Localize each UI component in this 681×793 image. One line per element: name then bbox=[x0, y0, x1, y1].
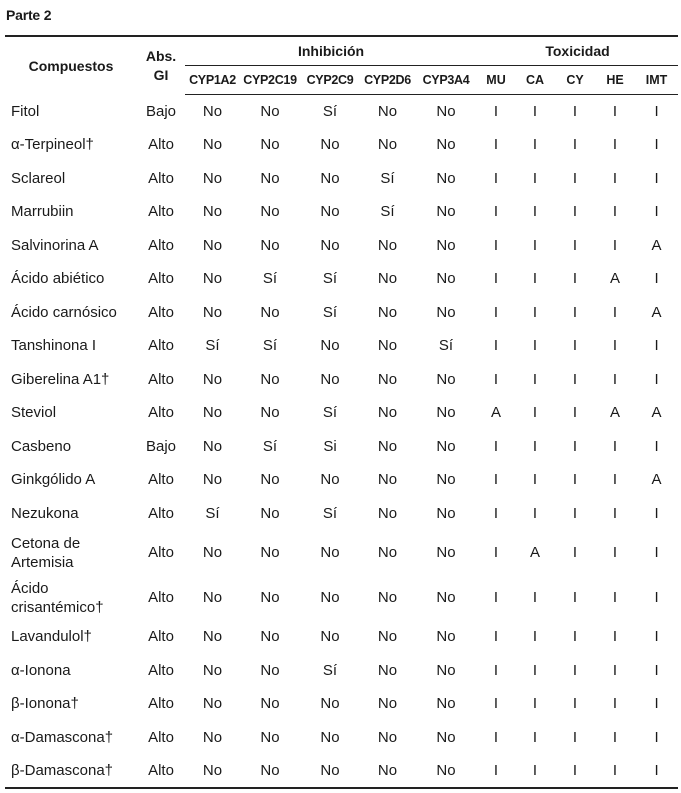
toxicity-value: A bbox=[530, 544, 541, 561]
part-title: Parte 2 bbox=[6, 7, 52, 23]
inhibition-value: No bbox=[377, 628, 398, 646]
inhibition-value: No bbox=[320, 695, 340, 713]
compound-name: Steviol bbox=[11, 404, 57, 422]
inhibition-value: Sí bbox=[262, 437, 278, 455]
table-row bbox=[5, 296, 678, 330]
toxicity-value: I bbox=[532, 236, 538, 254]
toxicity-value: I bbox=[532, 270, 538, 288]
inhibition-value: No bbox=[436, 471, 456, 489]
table-row bbox=[5, 654, 678, 688]
inhibition-value: No bbox=[300, 754, 360, 788]
inhibition-value: No bbox=[260, 169, 280, 187]
toxicity-value: I bbox=[612, 370, 618, 388]
inhibition-value: No bbox=[436, 270, 456, 288]
inhibition-value: Sí bbox=[262, 270, 278, 288]
toxicity-value: I bbox=[612, 504, 618, 522]
toxicity-value: I bbox=[612, 695, 618, 713]
toxicity-value: I bbox=[572, 661, 578, 679]
toxicity-value: I bbox=[612, 628, 618, 646]
toxicity-value: I bbox=[572, 203, 578, 221]
inhibition-value: No bbox=[202, 404, 223, 422]
inhibition-value: No bbox=[202, 661, 223, 679]
header-toxicity-col: CA bbox=[515, 66, 555, 95]
header-toxicity-col: MU bbox=[477, 66, 515, 95]
inhibition-value: No bbox=[202, 544, 223, 561]
abs-gi-value: Alto bbox=[148, 203, 174, 221]
inhibition-value: Sí bbox=[380, 169, 395, 187]
toxicity-value: I bbox=[493, 236, 499, 254]
compound-name: β-Ionona† bbox=[11, 695, 79, 713]
toxicity-value: I bbox=[572, 103, 578, 120]
inhibition-value: No bbox=[436, 404, 456, 422]
toxicity-value: A bbox=[491, 404, 502, 422]
inhibition-value: Sí bbox=[380, 203, 395, 221]
inhibition-value: No bbox=[377, 504, 398, 522]
abs-gi-value: Alto bbox=[148, 695, 174, 713]
inhibition-value: No bbox=[436, 303, 456, 321]
toxicity-value: I bbox=[493, 370, 499, 388]
inhibition-value: Sí bbox=[322, 504, 338, 522]
table-row bbox=[5, 687, 678, 721]
toxicity-value: I bbox=[654, 136, 659, 154]
inhibition-value: No bbox=[436, 236, 456, 254]
table-row bbox=[5, 620, 678, 654]
inhibition-value: No bbox=[377, 471, 398, 489]
abs-gi-value: Bajo bbox=[145, 437, 177, 455]
toxicity-value: I bbox=[654, 169, 659, 187]
inhibition-value: No bbox=[377, 589, 398, 606]
abs-gi-value: Alto bbox=[148, 404, 174, 422]
inhibition-value: Sí bbox=[322, 661, 338, 679]
inhibition-value: No bbox=[202, 270, 223, 288]
table-row bbox=[5, 530, 678, 575]
toxicity-value: I bbox=[612, 437, 618, 455]
header-compound: Compuestos bbox=[5, 36, 137, 95]
compound-name: Lavandulol† bbox=[11, 628, 92, 646]
toxicity-value: I bbox=[612, 236, 618, 254]
compound-name: Fitol bbox=[11, 102, 40, 120]
compound-name: Ácido carnósico bbox=[11, 303, 117, 321]
toxicity-value: I bbox=[572, 370, 578, 388]
toxicity-value: I bbox=[572, 471, 578, 489]
abs-gi-value: Alto bbox=[148, 303, 174, 321]
toxicity-value: I bbox=[572, 404, 578, 422]
inhibition-value: No bbox=[320, 589, 340, 606]
inhibition-value: No bbox=[436, 169, 456, 187]
inhibition-value: No bbox=[202, 589, 223, 606]
inhibition-value: No bbox=[436, 628, 456, 646]
inhibition-value: No bbox=[202, 303, 223, 321]
inhibition-value: No bbox=[320, 337, 340, 355]
inhibition-value: No bbox=[436, 589, 456, 606]
inhibition-value: No bbox=[436, 695, 456, 713]
toxicity-value: I bbox=[493, 270, 499, 288]
inhibition-value: No bbox=[260, 695, 280, 713]
compound-name: α-Terpineol† bbox=[11, 136, 94, 154]
inhibition-value: No bbox=[377, 370, 398, 388]
toxicity-value: I bbox=[572, 270, 578, 288]
inhibition-value: No bbox=[260, 589, 280, 606]
toxicity-value: I bbox=[595, 754, 635, 788]
inhibition-value: No bbox=[436, 203, 456, 221]
toxicity-value: I bbox=[612, 661, 618, 679]
inhibition-value: No bbox=[436, 370, 456, 388]
toxicity-value: I bbox=[654, 203, 659, 221]
inhibition-value: No bbox=[260, 203, 280, 221]
toxicity-value: I bbox=[572, 303, 578, 321]
inhibition-value: No bbox=[260, 236, 280, 254]
toxicity-value: I bbox=[612, 203, 618, 221]
inhibition-value: No bbox=[202, 728, 223, 746]
toxicity-value: A bbox=[651, 236, 662, 254]
toxicity-value: I bbox=[555, 754, 595, 788]
inhibition-value: No bbox=[320, 169, 340, 187]
table-row bbox=[5, 575, 678, 620]
inhibition-value: No bbox=[436, 544, 456, 561]
header-inhibition-col: CYP3A4 bbox=[415, 66, 477, 95]
inhibition-value: No bbox=[260, 728, 280, 746]
compound-name: Giberelina A1† bbox=[11, 370, 110, 388]
inhibition-value: No bbox=[377, 303, 398, 321]
abs-gi-value: Alto bbox=[148, 370, 174, 388]
toxicity-value: I bbox=[493, 471, 499, 489]
header-toxicity: Toxicidad bbox=[477, 36, 678, 66]
inhibition-value: No bbox=[260, 404, 280, 422]
toxicity-value: I bbox=[532, 589, 538, 606]
toxicity-value: I bbox=[532, 169, 538, 187]
inhibition-value: No bbox=[260, 544, 280, 561]
toxicity-value: I bbox=[654, 589, 659, 606]
table-row bbox=[5, 128, 678, 162]
inhibition-value: No bbox=[202, 203, 223, 221]
abs-gi-value: Alto bbox=[148, 504, 174, 522]
abs-gi-value: Alto bbox=[148, 136, 174, 154]
table-row bbox=[5, 463, 678, 497]
toxicity-value: I bbox=[532, 695, 538, 713]
toxicity-value: I bbox=[493, 504, 499, 522]
toxicity-value: I bbox=[493, 661, 499, 679]
toxicity-value: I bbox=[515, 754, 555, 788]
inhibition-value: No bbox=[320, 370, 340, 388]
table-row bbox=[5, 363, 678, 397]
inhibition-value: No bbox=[436, 136, 456, 154]
compound-name: Ácido crisantémico† bbox=[11, 579, 104, 616]
abs-gi-value: Alto bbox=[148, 628, 174, 646]
inhibition-value: No bbox=[377, 728, 398, 746]
toxicity-value: I bbox=[654, 437, 659, 455]
header-abs-gi: Abs. GI bbox=[137, 36, 185, 95]
compound-name: α-Damascona† bbox=[11, 728, 114, 746]
toxicity-value: I bbox=[493, 103, 499, 120]
toxicity-value: I bbox=[493, 589, 499, 606]
abs-gi-value: Alto bbox=[137, 754, 185, 788]
compound-name: Tanshinona I bbox=[11, 337, 97, 355]
inhibition-value: Sí bbox=[322, 103, 338, 120]
toxicity-value: A bbox=[651, 303, 662, 321]
toxicity-value: I bbox=[572, 504, 578, 522]
toxicity-value: I bbox=[654, 370, 659, 388]
inhibition-value: No bbox=[436, 661, 456, 679]
inhibition-value: No bbox=[260, 471, 280, 489]
toxicity-value: I bbox=[654, 103, 659, 120]
header-inhibition-col: CYP2C19 bbox=[240, 66, 300, 95]
inhibition-value: Si bbox=[323, 437, 337, 455]
toxicity-value: A bbox=[610, 270, 621, 288]
toxicity-value: I bbox=[612, 728, 618, 746]
abs-gi-value: Alto bbox=[148, 169, 174, 187]
admet-table bbox=[5, 35, 678, 789]
inhibition-value: No bbox=[436, 437, 456, 455]
toxicity-value: I bbox=[612, 303, 618, 321]
inhibition-value: Sí bbox=[205, 504, 220, 522]
inhibition-value: Sí bbox=[322, 404, 338, 422]
inhibition-value: Sí bbox=[262, 337, 278, 355]
inhibition-value: No bbox=[377, 437, 398, 455]
compound-name: β-Damascona† bbox=[5, 754, 137, 788]
toxicity-value: I bbox=[635, 754, 678, 788]
toxicity-value: I bbox=[612, 337, 618, 355]
inhibition-value: No bbox=[202, 628, 223, 646]
compound-name: Sclareol bbox=[11, 169, 66, 187]
toxicity-value: I bbox=[572, 337, 578, 355]
abs-gi-value: Alto bbox=[148, 236, 174, 254]
inhibition-value: No bbox=[185, 754, 240, 788]
inhibition-value: No bbox=[202, 103, 223, 120]
toxicity-value: I bbox=[532, 203, 538, 221]
inhibition-value: No bbox=[240, 754, 300, 788]
toxicity-value: I bbox=[572, 169, 578, 187]
toxicity-value: I bbox=[572, 236, 578, 254]
inhibition-value: No bbox=[377, 136, 398, 154]
toxicity-value: I bbox=[532, 370, 538, 388]
inhibition-value: No bbox=[202, 471, 223, 489]
toxicity-value: I bbox=[532, 728, 538, 746]
compound-name: α-Ionona bbox=[11, 661, 71, 679]
inhibition-value: No bbox=[320, 203, 340, 221]
compound-name: Nezukona bbox=[11, 504, 79, 522]
compound-name: Ácido abiético bbox=[11, 270, 105, 288]
inhibition-value: No bbox=[202, 695, 223, 713]
toxicity-value: I bbox=[572, 695, 578, 713]
toxicity-value: A bbox=[651, 404, 662, 422]
toxicity-value: I bbox=[612, 544, 618, 561]
toxicity-value: I bbox=[493, 437, 499, 455]
toxicity-value: I bbox=[654, 695, 659, 713]
toxicity-value: A bbox=[651, 471, 662, 489]
compound-name: Ginkgólido A bbox=[11, 471, 96, 489]
toxicity-value: I bbox=[612, 103, 618, 120]
inhibition-value: No bbox=[260, 103, 280, 120]
toxicity-value: I bbox=[572, 628, 578, 646]
toxicity-value: I bbox=[493, 544, 499, 561]
toxicity-value: I bbox=[654, 270, 659, 288]
table-body bbox=[5, 95, 678, 788]
table-row bbox=[5, 721, 678, 755]
inhibition-value: No bbox=[260, 628, 280, 646]
toxicity-value: I bbox=[493, 136, 499, 154]
inhibition-value: No bbox=[377, 661, 398, 679]
compound-name: Casbeno bbox=[11, 437, 72, 455]
table-row bbox=[5, 162, 678, 196]
abs-gi-value: Alto bbox=[148, 471, 174, 489]
toxicity-value: I bbox=[532, 136, 538, 154]
toxicity-value: I bbox=[572, 136, 578, 154]
toxicity-value: I bbox=[612, 471, 618, 489]
inhibition-value: No bbox=[415, 754, 477, 788]
toxicity-value: I bbox=[532, 628, 538, 646]
toxicity-value: I bbox=[493, 628, 499, 646]
inhibition-value: No bbox=[202, 236, 223, 254]
toxicity-value: I bbox=[532, 303, 538, 321]
toxicity-value: I bbox=[532, 337, 538, 355]
inhibition-value: No bbox=[202, 437, 223, 455]
table-row bbox=[5, 195, 678, 229]
inhibition-value: Sí bbox=[322, 270, 338, 288]
header-toxicity-col: CY bbox=[555, 66, 595, 95]
inhibition-value: No bbox=[260, 303, 280, 321]
abs-gi-value: Alto bbox=[148, 589, 174, 606]
toxicity-value: A bbox=[610, 404, 621, 422]
toxicity-value: I bbox=[493, 303, 499, 321]
inhibition-value: No bbox=[377, 544, 398, 561]
toxicity-value: I bbox=[612, 169, 618, 187]
inhibition-value: No bbox=[320, 136, 340, 154]
abs-gi-value: Bajo bbox=[145, 102, 177, 120]
toxicity-value: I bbox=[654, 544, 659, 561]
abs-gi-value: Alto bbox=[148, 728, 174, 746]
toxicity-value: I bbox=[572, 728, 578, 746]
table-row bbox=[5, 95, 678, 129]
toxicity-value: I bbox=[532, 404, 538, 422]
header-inhibition: Inhibición bbox=[185, 36, 477, 66]
toxicity-value: I bbox=[532, 103, 538, 120]
abs-gi-value: Alto bbox=[148, 661, 174, 679]
toxicity-value: I bbox=[612, 589, 618, 606]
abs-gi-value: Alto bbox=[148, 270, 174, 288]
inhibition-value: No bbox=[436, 728, 456, 746]
table-row bbox=[5, 329, 678, 363]
toxicity-value: I bbox=[493, 337, 499, 355]
toxicity-value: I bbox=[654, 661, 659, 679]
toxicity-value: I bbox=[493, 203, 499, 221]
inhibition-value: No bbox=[260, 661, 280, 679]
header-inhibition-col: CYP2C9 bbox=[300, 66, 360, 95]
inhibition-value: No bbox=[360, 754, 415, 788]
inhibition-value: No bbox=[377, 695, 398, 713]
inhibition-value: No bbox=[320, 628, 340, 646]
toxicity-value: I bbox=[532, 437, 538, 455]
inhibition-value: No bbox=[436, 103, 456, 120]
inhibition-value: Sí bbox=[205, 337, 220, 355]
table-row bbox=[5, 229, 678, 263]
inhibition-value: No bbox=[377, 103, 398, 120]
inhibition-value: Sí bbox=[322, 303, 338, 321]
inhibition-value: No bbox=[377, 236, 398, 254]
inhibition-value: No bbox=[260, 370, 280, 388]
toxicity-value: I bbox=[493, 169, 499, 187]
toxicity-value: I bbox=[612, 136, 618, 154]
inhibition-value: No bbox=[377, 404, 398, 422]
inhibition-value: No bbox=[260, 136, 280, 154]
inhibition-value: Sí bbox=[438, 337, 454, 355]
toxicity-value: I bbox=[572, 544, 578, 561]
header-inhibition-col: CYP2D6 bbox=[360, 66, 415, 95]
table-row bbox=[5, 497, 678, 531]
inhibition-value: No bbox=[320, 236, 340, 254]
inhibition-value: No bbox=[320, 471, 340, 489]
toxicity-value: I bbox=[493, 728, 499, 746]
toxicity-value: I bbox=[532, 471, 538, 489]
abs-gi-value: Alto bbox=[148, 337, 174, 355]
header-toxicity-col: HE bbox=[595, 66, 635, 95]
toxicity-value: I bbox=[654, 504, 659, 522]
table-row bbox=[5, 754, 678, 788]
inhibition-value: No bbox=[202, 169, 223, 187]
compound-name: Salvinorina A bbox=[11, 236, 99, 254]
inhibition-value: No bbox=[377, 270, 398, 288]
toxicity-value: I bbox=[572, 589, 578, 606]
table-row bbox=[5, 262, 678, 296]
inhibition-value: No bbox=[202, 136, 223, 154]
toxicity-value: I bbox=[532, 504, 538, 522]
toxicity-value: I bbox=[654, 728, 659, 746]
table-row bbox=[5, 396, 678, 430]
inhibition-value: No bbox=[320, 728, 340, 746]
toxicity-value: I bbox=[477, 754, 515, 788]
inhibition-value: No bbox=[260, 504, 280, 522]
compound-name: Marrubiin bbox=[11, 203, 74, 221]
toxicity-value: I bbox=[532, 661, 538, 679]
inhibition-value: No bbox=[202, 370, 223, 388]
toxicity-value: I bbox=[493, 695, 499, 713]
compound-name: Cetona de Artemisia bbox=[11, 534, 81, 571]
inhibition-value: No bbox=[377, 337, 398, 355]
toxicity-value: I bbox=[654, 337, 659, 355]
inhibition-value: No bbox=[320, 544, 340, 561]
header-inhibition-col: CYP1A2 bbox=[185, 66, 240, 95]
table-row bbox=[5, 430, 678, 464]
header-toxicity-col: IMT bbox=[635, 66, 678, 95]
inhibition-value: No bbox=[436, 504, 456, 522]
toxicity-value: I bbox=[654, 628, 659, 646]
abs-gi-value: Alto bbox=[148, 544, 174, 561]
toxicity-value: I bbox=[572, 437, 578, 455]
